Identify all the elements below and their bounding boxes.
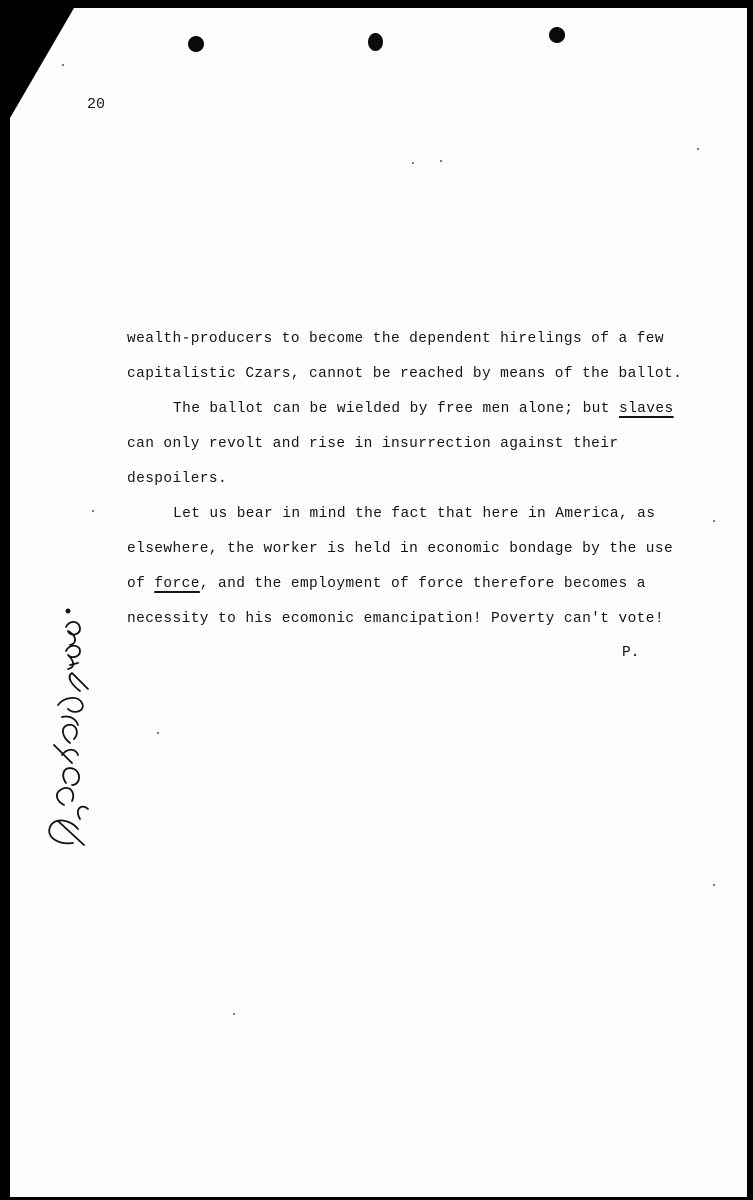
underlined-word: slaves: [618, 401, 674, 417]
text-line: can only revolt and rise in insurrection against their: [127, 436, 619, 452]
text-segment: The ballot can be wielded by free men alone; but: [173, 401, 619, 417]
text-line: elsewhere, the worker is held in economic bondage by the use: [127, 541, 674, 557]
text-line: wealth-producers to become the dependent hirelings of a few: [127, 331, 664, 347]
text-line: [127, 571, 707, 606]
scan-speck: [92, 510, 94, 512]
punch-hole-left: [188, 36, 204, 52]
underlined-word: force: [154, 576, 200, 592]
text-line: capitalistic Czars, cannot be reached by means of the ballot.: [127, 366, 683, 382]
text-line: despoilers.: [127, 471, 228, 487]
scan-speck: [412, 162, 414, 164]
handwritten-exhibit-annotation: [18, 605, 108, 855]
punch-hole-center: [368, 33, 383, 51]
signature-initial: P.: [622, 645, 640, 661]
document-body: [127, 326, 707, 641]
scan-speck: [440, 160, 442, 162]
page-number: 20: [87, 96, 106, 113]
text-line: necessity to his ecomonic emancipation! Poverty can't vote!: [127, 611, 664, 627]
text-segment: , and the employment of force therefore becomes a: [199, 576, 646, 592]
scan-speck: [713, 884, 715, 886]
punch-hole-right: [549, 27, 565, 43]
text-segment: of: [127, 576, 155, 592]
scan-speck: [233, 1013, 235, 1015]
scan-speck: [62, 64, 64, 66]
text-line: Let us bear in mind the fact that here in America, as: [173, 506, 656, 522]
text-line: [127, 396, 707, 431]
scan-speck: [713, 520, 715, 522]
scan-speck: [697, 148, 699, 150]
scan-speck: [157, 732, 159, 734]
